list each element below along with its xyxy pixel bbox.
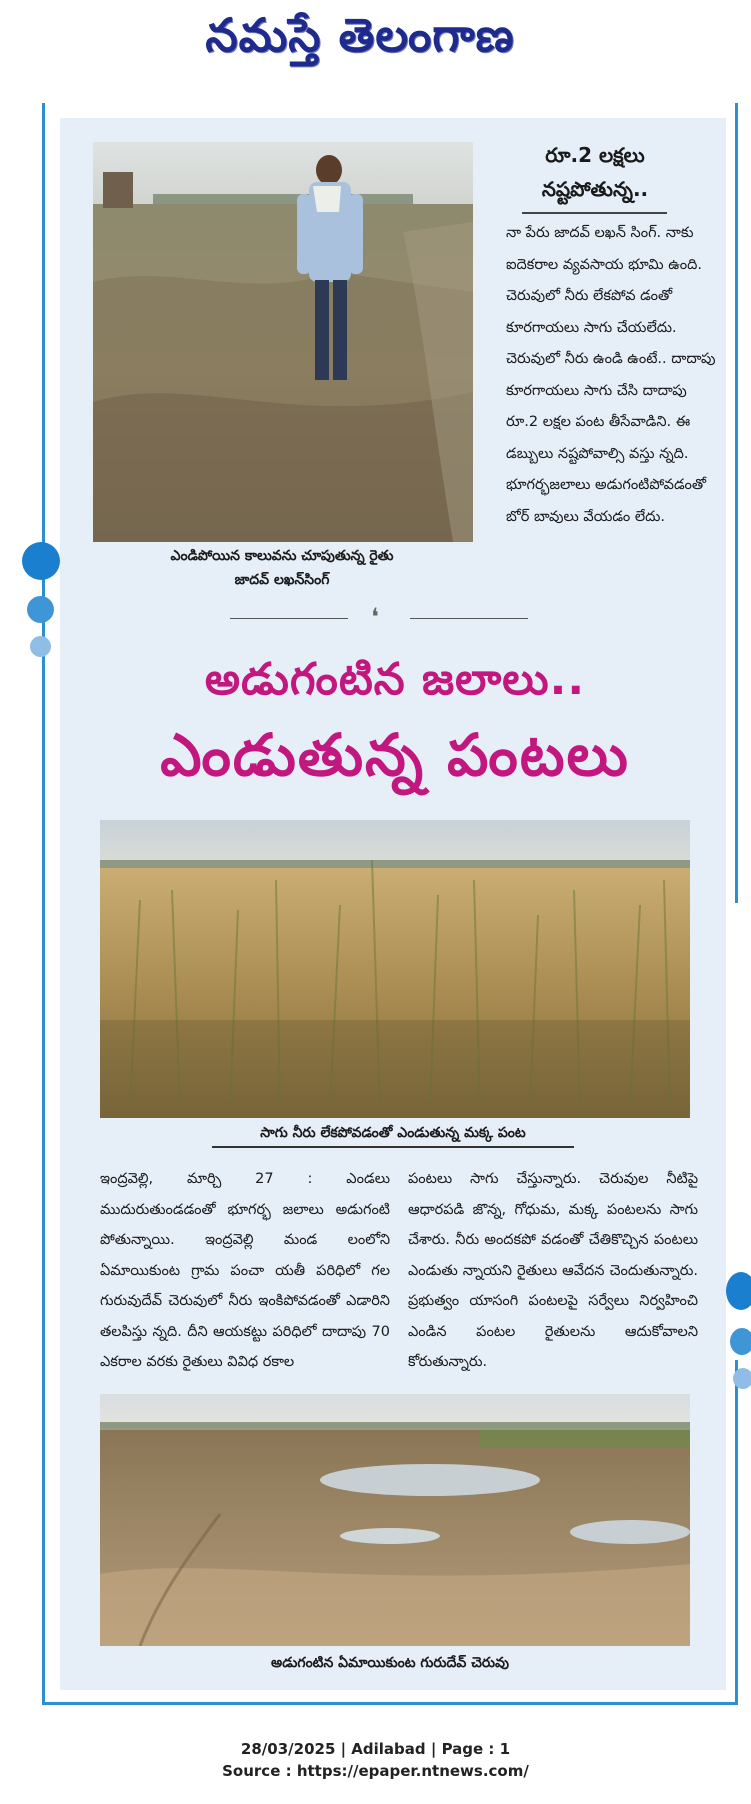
article-column-2: పంటలు సాగు చేస్తున్నారు. చెరువుల నీటిపై ఆధారపడి జొన్న, గోధుమ, మక్క పంటలను సాగు చేశారు. నీరు అందకపో వడంతో చేతికొచ్చిన పంటలు ఎండుతు న్నాయని రైతులు ఆవేదన చెందుతున్నారు. ప్రభుత్వం యాసంగి పంటలపై సర్వేలు నిర్వహించి ఎండిన పంటల రైతులను ఆదుకోవాలని కోరుతున్నారు. xyxy=(408,1171,698,1370)
sidebar-heading-line1: రూ.2 లక్షలు xyxy=(545,143,645,167)
decor-dot-large-right xyxy=(726,1272,751,1310)
sidebar-heading xyxy=(480,138,710,206)
farmer-photo-caption xyxy=(92,544,472,592)
sidebar-heading-line2: నష్టపోతున్న.. xyxy=(541,177,649,201)
decor-dot-large xyxy=(22,542,60,580)
farmer-photo xyxy=(93,142,473,542)
frame-right-rule xyxy=(735,103,738,903)
decor-dot-small-right xyxy=(733,1368,751,1389)
maize-photo-caption: సాగు నీరు లేకపోవడంతో ఎండుతున్న మక్క పంట xyxy=(260,1125,526,1141)
maize-caption-rule xyxy=(212,1146,574,1148)
farmer-photo-caption-line2: జాదవ్ లఖన్‌సింగ్ xyxy=(234,572,330,588)
maize-field-photo xyxy=(100,820,690,1118)
decor-dot-small xyxy=(30,636,51,657)
article-column-1: ఇంద్రవెల్లి, మార్చి 27 : ఎండలు ముదురుతుండడంతో భూగర్భ జలాలు అడుగంటి పోతున్నాయి. ఇంద్రవెల్లి మండ లంలోని ఏమాయికుంట గ్రామ పంచా యతీ పరిధిలో గల గురువుదేవ్ చెరువులో నీరు ఇంకిపోవడంతో ఎడారిని తలపిస్తు న్నది. దీని ఆయకట్టు పరిధిలో దాదాపు 70 ఎకరాల వరకు రైతులు వివిధ రకాల xyxy=(100,1171,390,1370)
sidebar-heading-rule xyxy=(522,212,667,214)
footer-source-line: Source : https://epaper.ntnews.com/ xyxy=(222,1762,529,1780)
frame-bottom-rule xyxy=(42,1702,737,1705)
frame-left-rule xyxy=(42,103,45,1705)
decor-dot-medium-right xyxy=(730,1328,751,1355)
ornament-line-right xyxy=(410,618,528,619)
farmer-photo-caption-line1: ఎండిపోయిన కాలువను చూపుతున్న రైతు xyxy=(170,548,394,564)
sidebar-body: నా పేరు జాదవ్ లఖన్ సింగ్. నాకు ఐదెకరాల వ్యవసాయ భూమి ఉంది. చెరువులో నీరు లేకపోవ డంతో కూరగాయలు సాగు చేయలేదు. చెరువులో నీరు ఉండి ఉంటే.. దాదాపు కూరగాయలు సాగు చేసి దాదాపు రూ.2 లక్షల పంట తీసేవాడిని. ఈ డబ్బులు నష్టపోవాల్సి వస్తు న్నది. భూగర్భజలాలు అడుగంటిపోవడంతో బోర్ బావులు వేయడం లేదు. xyxy=(506,225,716,525)
masthead xyxy=(0,0,751,82)
newspaper-title: నమస్తే తెలంగాణ xyxy=(205,8,515,62)
dry-tank-photo xyxy=(100,1394,690,1646)
tank-photo-caption: అడుగంటిన ఏమాయికుంట గురుదేవ్ చెరువు xyxy=(271,1655,509,1671)
decor-dot-medium xyxy=(27,596,54,623)
frame-right-rule-lower xyxy=(735,1360,738,1705)
page-footer xyxy=(0,1738,751,1782)
footer-edition-line: 28/03/2025 | Adilabad | Page : 1 xyxy=(240,1740,511,1758)
ornament-line-left xyxy=(230,618,348,619)
ornament-quote-icon: ❛ xyxy=(371,603,379,631)
headline-line1: అడుగంటిన జలాలు.. xyxy=(204,654,586,705)
headline-line2: ఎండుతున్న పంటలు xyxy=(160,721,630,789)
